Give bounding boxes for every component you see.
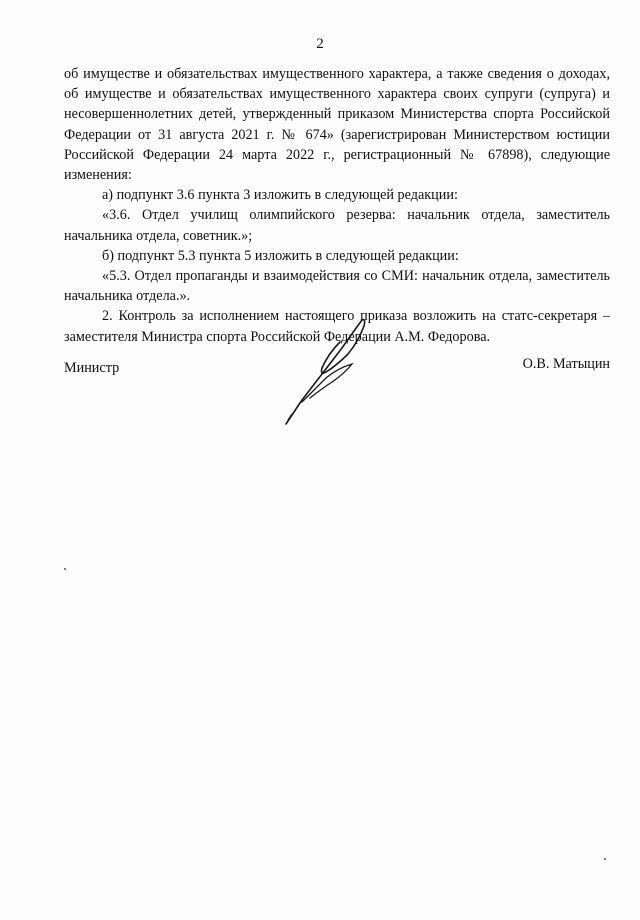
handwritten-signature — [282, 316, 372, 426]
document-body — [64, 64, 610, 347]
page-number: 2 — [316, 36, 324, 52]
signatory-name: О.В. Матыцин — [522, 356, 610, 372]
paragraph-item-b: б) подпункт 5.3 пункта 5 изложить в следующей редакции: — [102, 247, 459, 264]
signature-block — [64, 356, 610, 430]
paragraph-quote-5-3: «5.3. Отдел пропаганды и взаимодействия со СМИ: начальник отдела, заместитель начальника отдела.». — [64, 268, 610, 305]
paragraph-quote-3-6: «3.6. Отдел училищ олимпийского резерва: начальник отдела, заместитель начальника отдела, советник.»; — [64, 207, 610, 244]
paragraph-control: 2. Контроль за исполнением настоящего приказа возложить на статс-секретаря – заместителя Министра спорта Российской Федерации А.М. Федорова. — [64, 308, 610, 345]
scan-speck — [64, 568, 66, 570]
scan-speck — [604, 858, 606, 860]
paragraph-continuation: об имуществе и обязательствах имущественного характера, а также сведения о доходах, об имуществе и обязательствах имущественного характера своих супруги (супруга) и несовершеннолетних детей, утвержденный приказом Министерства спорта Российской Федерации от 31 августа 2021 г. № 674» (зарегистрирован Министерством юстиции Российской Федерации 24 марта 2022 г., регистрационный № 67898), следующие изменения: — [64, 66, 610, 184]
signatory-role: Министр — [64, 360, 120, 376]
paragraph-item-a: а) подпункт 3.6 пункта 3 изложить в следующей редакции: — [102, 187, 458, 204]
